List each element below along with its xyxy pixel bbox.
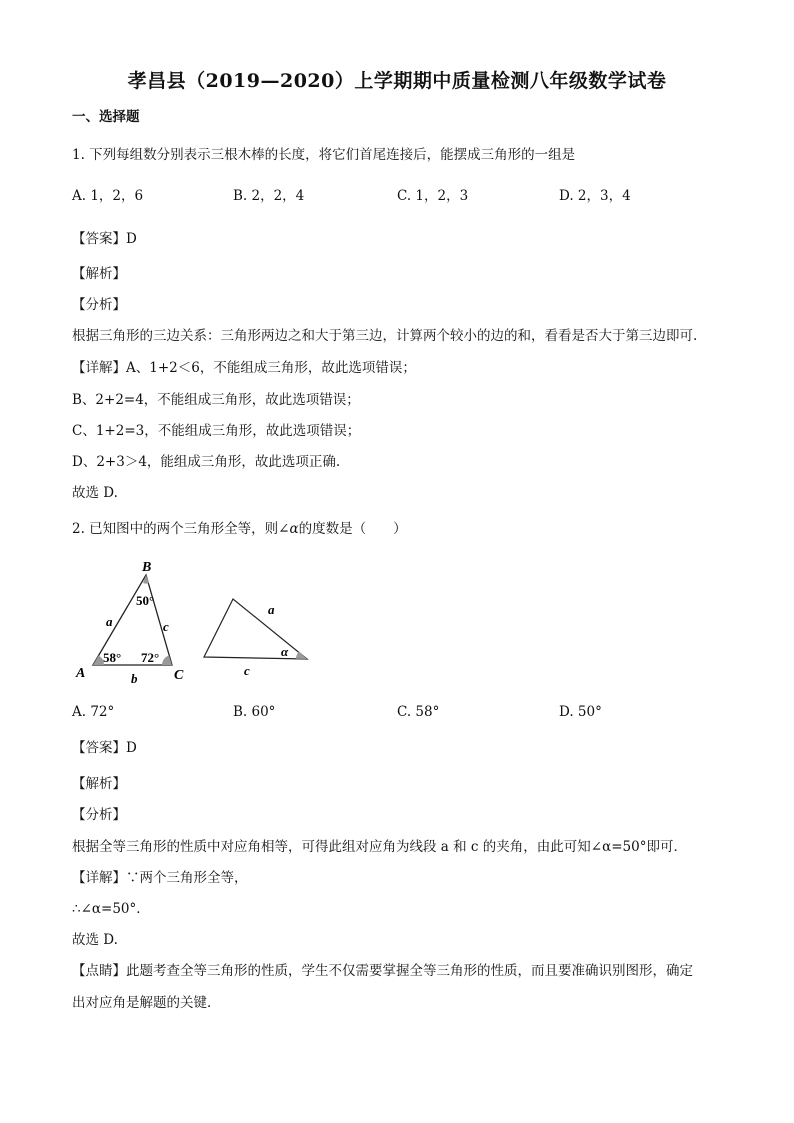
q2-detail-1: 【详解】∵两个三角形全等， [72,870,248,886]
q1-conclusion: 故选 D. [72,485,118,501]
q1-answer: 【答案】D [72,231,137,247]
q1-option-a: A. 1，2，6 [72,188,144,204]
exam-title: 孝昌县（2019—2020）上学期期中质量检测八年级数学试卷 [127,70,667,92]
side-c-label-left: c [163,619,169,634]
section-heading: 一、选择题 [72,109,140,125]
q1-detail-d: D、2+3＞4，能组成三角形，故此选项正确. [72,454,341,470]
triangle-right [204,599,307,659]
q1-analysis: 根据三角形的三边关系：三角形两边之和大于第三边，计算两个较小的边的和，看看是否大于第三边即可. [72,328,698,344]
vertex-b-label: B [142,560,152,575]
q2-option-b: B. 60° [233,704,276,720]
angle-a-label: 58° [103,650,122,665]
angle-mark-c [162,656,172,666]
q1-jiexi-label: 【解析】 [72,266,126,282]
triangles-figure [70,556,320,686]
q2-stem-pre: 2. 已知图中的两个三角形全等，则∠ [72,521,290,537]
q2-stem-alpha: α [289,521,299,537]
q2-option-d: D. 50° [559,704,602,720]
angle-c-label: 72° [141,650,160,665]
q2-stem-post: 的度数是（ ） [298,521,407,537]
q1-detail-b: B、2+2=4，不能组成三角形，故此选项错误； [72,392,360,408]
side-a-label-right: a [268,602,275,617]
q2-stem [72,520,407,538]
q2-answer: 【答案】D [72,740,137,756]
q1-option-c: C. 1，2，3 [397,188,469,204]
q1-option-d: D. 2，3，4 [559,188,631,204]
q2-option-a: A. 72° [72,704,115,720]
side-b-label-left: b [131,671,138,686]
q2-option-c: C. 58° [397,704,440,720]
q2-comment-line2: 出对应角是解题的关键． [72,995,221,1011]
q2-conclusion: 故选 D. [72,932,118,948]
q2-comment-line1: 【点睛】此题考查全等三角形的性质，学生不仅需要掌握全等三角形的性质，而且要准确识别图形，确定 [72,963,693,979]
angle-b-label: 50° [136,593,155,608]
side-a-label-left: a [106,614,113,629]
q2-fenxi-label: 【分析】 [72,807,126,823]
vertex-a-label: A [76,666,86,681]
q2-detail-2: ∴∠α=50°． [72,901,150,917]
q1-option-b: B. 2，2，4 [233,188,305,204]
q2-analysis: 根据全等三角形的性质中对应角相等，可得此组对应角为线段 a 和 c 的夹角，由此可知∠α=50°即可． [72,839,687,855]
q2-jiexi-label: 【解析】 [72,776,126,792]
q1-fenxi-label: 【分析】 [72,297,126,313]
vertex-c-label: C [174,668,184,683]
q1-stem: 1. 下列每组数分别表示三根木棒的长度，将它们首尾连接后，能摆成三角形的一组是 [72,147,576,163]
q1-detail-c: C、1+2=3，不能组成三角形，故此选项错误； [72,423,361,439]
angle-mark-alpha [296,652,307,660]
alpha-label: α [281,644,289,659]
side-c-label-right: c [244,663,250,678]
q1-detail-a: 【详解】A、1+2＜6，不能组成三角形，故此选项错误； [72,360,416,376]
